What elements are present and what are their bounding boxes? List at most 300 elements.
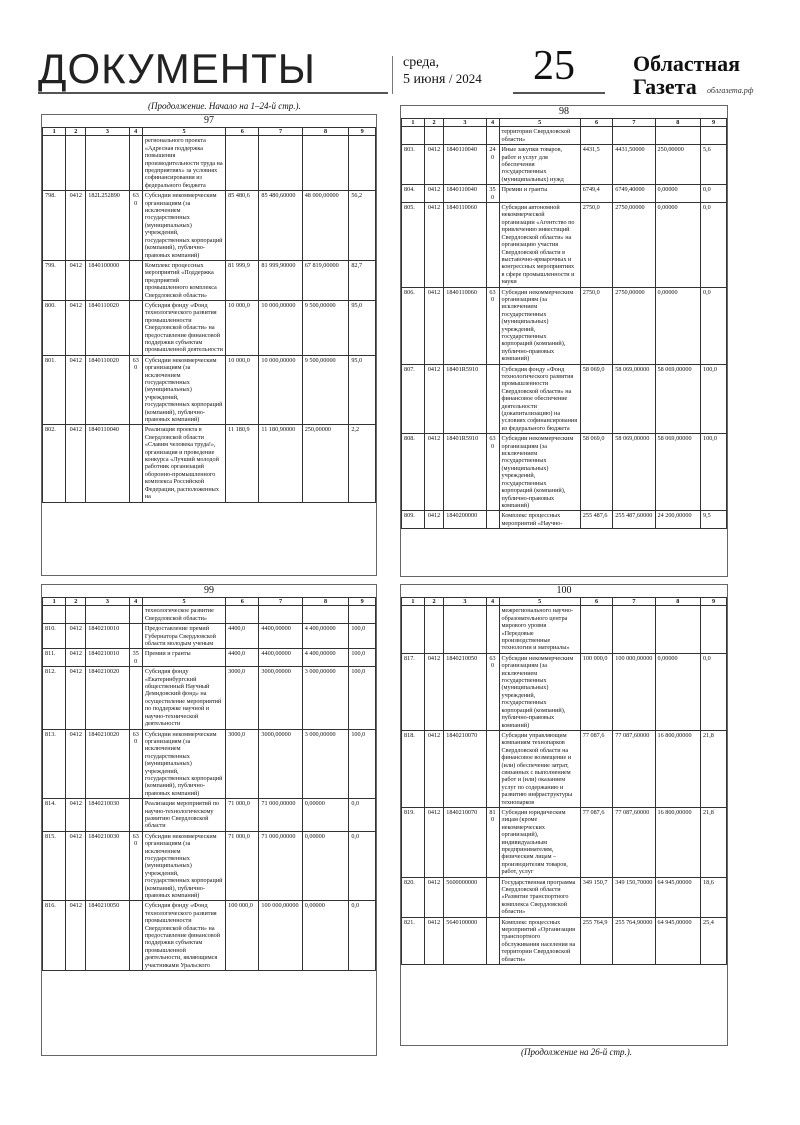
cell-section-code: 0412: [424, 203, 444, 287]
cell-percent-executed: 100,0: [349, 624, 376, 649]
budget-table: [401, 118, 727, 529]
cell-expense-code: [129, 799, 142, 832]
cell-percent-executed: 100,0: [349, 649, 376, 667]
cell-approved-amount: 10 000,00000: [259, 355, 302, 425]
cell-executed-amount: 64 945,00000: [655, 917, 701, 964]
cell-executed-amount: 48 000,00000: [302, 191, 349, 261]
cell-executed-amount: 16 800,00000: [655, 730, 701, 807]
cell-expense-code: 630: [486, 653, 499, 730]
cell-section-code: 0412: [424, 287, 444, 364]
cell-section-code: 0412: [424, 185, 444, 203]
cell-target-code: 1840110040: [86, 425, 129, 502]
cell-approved-amount: 77 087,60000: [613, 807, 655, 877]
cell-percent-executed: 25,4: [701, 917, 727, 964]
column-header: 1: [402, 119, 425, 127]
cell-expense-code: [486, 730, 499, 807]
column-header: 6: [226, 128, 259, 136]
column-header: 7: [259, 598, 302, 606]
cell-percent-executed: 100,0: [349, 667, 376, 729]
cell-row-number: 807.: [402, 364, 425, 434]
table-row: [43, 191, 376, 261]
header-divider: [392, 56, 393, 94]
cell-budget-amount: 77 087,6: [580, 807, 613, 877]
column-header: 2: [424, 119, 444, 127]
cell-section-code: 0412: [424, 917, 444, 964]
table-row: [402, 807, 727, 877]
cell-section-code: [424, 606, 444, 653]
column-header: 5: [499, 119, 580, 127]
cell-row-number: 812.: [43, 667, 66, 729]
cell-target-code: 1840210070: [444, 807, 486, 877]
cell-percent-executed: 0,0: [701, 653, 727, 730]
cell-approved-amount: 100 000,00000: [613, 653, 655, 730]
document-panel-98: [400, 105, 728, 577]
table-row: [43, 649, 376, 667]
cell-row-number: 804.: [402, 185, 425, 203]
cell-percent-executed: 0,0: [701, 203, 727, 287]
cell-row-number: 802.: [43, 425, 66, 502]
column-header: 1: [43, 128, 66, 136]
cell-budget-amount: [226, 136, 259, 191]
cell-executed-amount: 67 819,00000: [302, 260, 349, 300]
document-panel-97: [41, 114, 377, 576]
table-row: [43, 425, 376, 502]
cell-budget-amount: 2750,0: [580, 287, 613, 364]
cell-percent-executed: 82,7: [349, 260, 376, 300]
cell-row-number: 799.: [43, 260, 66, 300]
cell-row-number: 801.: [43, 355, 66, 425]
table-row: [43, 799, 376, 832]
cell-budget-amount: 11 180,9: [226, 425, 259, 502]
page-number: 25: [533, 43, 575, 89]
cell-item-name: Субсидии некоммерческим организациям (за исключением государственных (муниципальных) учреждений, государственных корпораций (компаний), публично-правовых компаний): [142, 729, 225, 799]
cell-executed-amount: 3 000,00000: [302, 729, 349, 799]
cell-approved-amount: 4400,00000: [259, 624, 302, 649]
cell-section-code: 0412: [66, 799, 86, 832]
cell-row-number: 814.: [43, 799, 66, 832]
cell-executed-amount: 64 945,00000: [655, 877, 701, 917]
cell-expense-code: [486, 511, 499, 529]
cell-budget-amount: 77 087,6: [580, 730, 613, 807]
cell-executed-amount: 3 000,00000: [302, 667, 349, 729]
cell-item-name: Реализация мероприятий по научно-технологическому развитию Свердловской области: [142, 799, 225, 832]
cell-expense-code: 630: [129, 831, 142, 901]
newspaper-logo-line1: Областная: [633, 51, 741, 76]
cell-percent-executed: 100,0: [701, 364, 727, 434]
cell-target-code: 5600000000: [444, 877, 486, 917]
cell-item-name: Комплекс процессных мероприятий «Поддержка предприятий промышленного комплекса Свердловской области»: [142, 260, 225, 300]
column-header: 8: [302, 598, 349, 606]
cell-percent-executed: 2,2: [349, 425, 376, 502]
cell-budget-amount: 58 069,0: [580, 434, 613, 511]
cell-approved-amount: 6749,40000: [613, 185, 655, 203]
column-header: 8: [655, 119, 701, 127]
table-row: [402, 185, 727, 203]
cell-row-number: 815.: [43, 831, 66, 901]
cell-row-number: 809.: [402, 511, 425, 529]
cell-target-code: 18401R5910: [444, 434, 486, 511]
cell-section-code: [66, 606, 86, 624]
cell-budget-amount: 255 764,9: [580, 917, 613, 964]
budget-table: [401, 597, 727, 965]
cell-percent-executed: 0,0: [701, 287, 727, 364]
table-row: [43, 831, 376, 901]
cell-item-name: регионального проекта «Адресная поддержка повышения производительности труда на предприятиях» за условиях софинансирования из федерального бюджета: [142, 136, 225, 191]
cell-target-code: [86, 606, 129, 624]
table-row: [402, 606, 727, 653]
cell-item-name: Субсидии некоммерческим организациям (за исключением государственных (муниципальных) учреждений, государственных корпораций (компаний), публично-правовых компаний): [142, 831, 225, 901]
cell-row-number: 817.: [402, 653, 425, 730]
cell-item-name: Субсидия фонду «Фонд технологического развития промышленности Свердловской области» на финансовое обеспечение деятельности (докапитализацию) на условиях софинансирования из федерального бюджета: [499, 364, 580, 434]
column-header: 3: [86, 598, 129, 606]
cell-approved-amount: 11 180,90000: [259, 425, 302, 502]
table-row: [402, 434, 727, 511]
cell-section-code: 0412: [66, 901, 86, 971]
cell-percent-executed: 100,0: [701, 434, 727, 511]
cell-item-name: Предоставление премий Губернатора Свердловской области молодым ученым: [142, 624, 225, 649]
cell-target-code: [86, 136, 129, 191]
cell-executed-amount: [655, 127, 701, 145]
cell-approved-amount: 81 999,90000: [259, 260, 302, 300]
continuation-note-bottom: (Продолжение на 26-й стр.).: [521, 1047, 633, 1057]
cell-section-code: 0412: [424, 653, 444, 730]
cell-expense-code: [129, 425, 142, 502]
cell-target-code: 1840110060: [444, 287, 486, 364]
table-row: [402, 203, 727, 287]
column-header: 4: [129, 598, 142, 606]
cell-approved-amount: 71 000,00000: [259, 831, 302, 901]
cell-percent-executed: 0,0: [701, 185, 727, 203]
issue-date: [403, 55, 482, 88]
cell-target-code: 5640100000: [444, 917, 486, 964]
table-row: [402, 127, 727, 145]
cell-item-name: Иные закупки товаров, работ и услуг для обеспечения государственных (муниципальных) нужд: [499, 145, 580, 185]
cell-expense-code: [129, 300, 142, 355]
cell-budget-amount: 58 069,0: [580, 364, 613, 434]
cell-executed-amount: 58 069,00000: [655, 434, 701, 511]
cell-approved-amount: 58 069,00000: [613, 434, 655, 511]
cell-target-code: 1840210030: [86, 799, 129, 832]
cell-target-code: 1840100000: [86, 260, 129, 300]
cell-percent-executed: 9,5: [701, 511, 727, 529]
cell-expense-code: [129, 624, 142, 649]
budget-table: [42, 597, 376, 971]
cell-section-code: 0412: [424, 511, 444, 529]
cell-section-code: 0412: [66, 667, 86, 729]
cell-approved-amount: 71 000,00000: [259, 799, 302, 832]
table-row: [43, 355, 376, 425]
cell-row-number: 805.: [402, 203, 425, 287]
cell-approved-amount: 10 000,00000: [259, 300, 302, 355]
cell-item-name: Субсидия фонду «Екатеринбургский общественный Научный Демидовский фонд» на осуществление мероприятий по поддержке научной и научно-технической деятельности: [142, 667, 225, 729]
cell-item-name: межрегионального научно-образовательного центра мирового уровня «Передовые производственные технологии и материалы»: [499, 606, 580, 653]
table-row: [402, 917, 727, 964]
cell-item-name: Субсидии некоммерческим организациям (за исключением государственных (муниципальных) учреждений, государственных корпораций (компаний), публично-правовых компаний): [142, 355, 225, 425]
cell-item-name: Субсидии некоммерческим организациям (за исключением государственных (муниципальных) учреждений, государственных корпораций (компаний), публично-правовых компаний): [499, 434, 580, 511]
table-row: [43, 729, 376, 799]
panel-page-number: 97: [204, 115, 214, 126]
cell-target-code: 1840210020: [86, 667, 129, 729]
cell-approved-amount: 2750,00000: [613, 287, 655, 364]
cell-target-code: 1840210050: [444, 653, 486, 730]
column-header: 2: [424, 598, 444, 606]
cell-budget-amount: 10 000,0: [226, 355, 259, 425]
cell-row-number: 820.: [402, 877, 425, 917]
cell-row-number: 819.: [402, 807, 425, 877]
cell-percent-executed: [349, 136, 376, 191]
cell-executed-amount: 0,00000: [302, 799, 349, 832]
continuation-note-top: (Продолжение. Начало на 1–24-й стр.).: [148, 101, 301, 111]
column-header: 1: [43, 598, 66, 606]
cell-expense-code: 350: [129, 649, 142, 667]
panel-page-number: 100: [556, 585, 572, 596]
cell-item-name: Государственная программа Свердловской области «Развитие транспортного комплекса Свердловской области»: [499, 877, 580, 917]
cell-target-code: 1840110020: [86, 355, 129, 425]
cell-section-code: 0412: [66, 624, 86, 649]
cell-executed-amount: 4 400,00000: [302, 624, 349, 649]
cell-expense-code: [486, 606, 499, 653]
cell-executed-amount: 0,00000: [655, 185, 701, 203]
table-row: [43, 624, 376, 649]
cell-expense-code: 350: [486, 185, 499, 203]
cell-budget-amount: 255 487,6: [580, 511, 613, 529]
cell-row-number: [43, 136, 66, 191]
column-header: 7: [259, 128, 302, 136]
cell-item-name: Субсидии некоммерческим организациям (за исключением государственных (муниципальных) учреждений, государственных корпораций (компаний), публично-правовых компаний): [142, 191, 225, 261]
cell-approved-amount: 85 480,60000: [259, 191, 302, 261]
cell-expense-code: 630: [129, 191, 142, 261]
cell-approved-amount: 77 087,60000: [613, 730, 655, 807]
cell-target-code: 1840210050: [86, 901, 129, 971]
cell-section-code: 0412: [66, 355, 86, 425]
cell-row-number: 798.: [43, 191, 66, 261]
cell-percent-executed: 95,0: [349, 355, 376, 425]
cell-expense-code: [486, 364, 499, 434]
column-header: 8: [655, 598, 701, 606]
cell-approved-amount: 58 069,00000: [613, 364, 655, 434]
cell-target-code: 1840210010: [86, 624, 129, 649]
cell-row-number: 813.: [43, 729, 66, 799]
cell-row-number: 816.: [43, 901, 66, 971]
cell-section-code: 0412: [424, 877, 444, 917]
cell-expense-code: [129, 260, 142, 300]
table-row: [402, 511, 727, 529]
issue-day-month: 5 июня: [403, 72, 446, 87]
cell-section-code: 0412: [424, 730, 444, 807]
panel-page-number: 99: [204, 585, 214, 596]
cell-section-code: 0412: [66, 729, 86, 799]
table-row: [43, 606, 376, 624]
column-header: 7: [613, 598, 655, 606]
cell-executed-amount: 0,00000: [302, 901, 349, 971]
cell-row-number: 811.: [43, 649, 66, 667]
newspaper-logo-line2: Газета: [633, 74, 697, 99]
cell-item-name: территории Свердловской области»: [499, 127, 580, 145]
cell-percent-executed: 95,0: [349, 300, 376, 355]
cell-target-code: [444, 606, 486, 653]
cell-executed-amount: [655, 606, 701, 653]
column-header: 9: [349, 598, 376, 606]
cell-executed-amount: 58 069,00000: [655, 364, 701, 434]
cell-budget-amount: 100 000,0: [580, 653, 613, 730]
cell-item-name: Комплекс процессных мероприятий «Научно-: [499, 511, 580, 529]
column-header: 3: [444, 598, 486, 606]
column-header: 5: [499, 598, 580, 606]
cell-budget-amount: [580, 127, 613, 145]
cell-percent-executed: 21,8: [701, 730, 727, 807]
cell-section-code: [424, 127, 444, 145]
cell-percent-executed: 5,6: [701, 145, 727, 185]
panel-page-number: 98: [559, 106, 569, 117]
cell-approved-amount: 4400,00000: [259, 649, 302, 667]
cell-section-code: 0412: [66, 649, 86, 667]
cell-item-name: Субсидия фонду «Фонд технологического развития промышленности Свердловской области» на предоставление финансовой поддержки субъектам промышленной деятельности, являющимся участниками Уральского: [142, 901, 225, 971]
document-panel-100: [400, 584, 728, 1046]
cell-budget-amount: 2750,0: [580, 203, 613, 287]
cell-approved-amount: [613, 127, 655, 145]
cell-percent-executed: [349, 606, 376, 624]
section-title-underline: [38, 92, 388, 94]
table-row: [43, 667, 376, 729]
cell-section-code: 0412: [66, 425, 86, 502]
cell-section-code: 0412: [66, 831, 86, 901]
cell-executed-amount: 250,00000: [655, 145, 701, 185]
cell-executed-amount: 9 500,00000: [302, 300, 349, 355]
cell-item-name: Субсидия автономной некоммерческой организации «Агентство по привлечению инвестиций Свердловской области» на организацию участия Свердловской области в выставочно-ярмарочных и конгрессных мероприятиях в сфере промышленности и науки: [499, 203, 580, 287]
cell-expense-code: 630: [129, 355, 142, 425]
cell-section-code: [66, 136, 86, 191]
table-row: [402, 287, 727, 364]
cell-item-name: Субсидии некоммерческим организациям (за исключением государственных (муниципальных) учреждений, государственных корпораций (компаний), публично-правовых компаний): [499, 287, 580, 364]
cell-budget-amount: 10 000,0: [226, 300, 259, 355]
cell-item-name: Субсидии юридическим лицам (кроме некоммерческих организаций), индивидуальным предпринимателям, физическим лицам – производителям товаров, работ, услуг: [499, 807, 580, 877]
section-title: ДОКУМЕНТЫ: [38, 45, 316, 92]
cell-item-name: технологическое развитие Свердловской области»: [142, 606, 225, 624]
cell-section-code: 0412: [66, 300, 86, 355]
cell-budget-amount: 3000,0: [226, 667, 259, 729]
cell-row-number: [402, 127, 425, 145]
issue-year: / 2024: [448, 71, 482, 86]
column-header: 4: [486, 119, 499, 127]
cell-approved-amount: 4431,50000: [613, 145, 655, 185]
issue-weekday: среда,: [403, 55, 440, 70]
table-row: [402, 877, 727, 917]
cell-budget-amount: [580, 606, 613, 653]
page-number-underline: [513, 92, 605, 94]
column-header: 2: [66, 128, 86, 136]
cell-executed-amount: [302, 136, 349, 191]
column-header: 4: [129, 128, 142, 136]
table-row: [402, 145, 727, 185]
column-header: 7: [613, 119, 655, 127]
cell-item-name: Премии и гранты: [142, 649, 225, 667]
cell-row-number: 808.: [402, 434, 425, 511]
cell-expense-code: 630: [129, 729, 142, 799]
cell-target-code: 1840210030: [86, 831, 129, 901]
cell-section-code: 0412: [424, 434, 444, 511]
cell-executed-amount: 0,00000: [655, 287, 701, 364]
budget-table: [42, 127, 376, 503]
cell-executed-amount: 0,00000: [302, 831, 349, 901]
table-row: [43, 136, 376, 191]
cell-executed-amount: 9 500,00000: [302, 355, 349, 425]
cell-approved-amount: [259, 606, 302, 624]
cell-budget-amount: 6749,4: [580, 185, 613, 203]
cell-executed-amount: 24 200,00000: [655, 511, 701, 529]
cell-percent-executed: 100,0: [349, 729, 376, 799]
column-header: 9: [701, 119, 727, 127]
column-header: 3: [86, 128, 129, 136]
cell-row-number: 821.: [402, 917, 425, 964]
cell-row-number: 803.: [402, 145, 425, 185]
cell-percent-executed: 0,0: [349, 799, 376, 832]
cell-section-code: 0412: [424, 807, 444, 877]
cell-expense-code: 240: [486, 145, 499, 185]
cell-budget-amount: 71 000,0: [226, 799, 259, 832]
column-header: 8: [302, 128, 349, 136]
cell-row-number: 806.: [402, 287, 425, 364]
column-header: 6: [580, 119, 613, 127]
cell-executed-amount: 250,00000: [302, 425, 349, 502]
cell-expense-code: 630: [486, 287, 499, 364]
cell-row-number: [402, 606, 425, 653]
cell-approved-amount: 3000,00000: [259, 667, 302, 729]
cell-target-code: 1840110060: [444, 203, 486, 287]
cell-budget-amount: 4400,0: [226, 624, 259, 649]
cell-section-code: 0412: [424, 364, 444, 434]
cell-target-code: 1840210070: [444, 730, 486, 807]
column-header: 4: [486, 598, 499, 606]
cell-item-name: Субсидии некоммерческим организациям (за исключением государственных (муниципальных) учреждений, государственных корпораций (компаний), публично-правовых компаний): [499, 653, 580, 730]
table-row: [402, 730, 727, 807]
cell-budget-amount: 4431,5: [580, 145, 613, 185]
table-row: [402, 653, 727, 730]
cell-target-code: [444, 127, 486, 145]
column-header: 6: [226, 598, 259, 606]
cell-percent-executed: 18,6: [701, 877, 727, 917]
cell-approved-amount: [613, 606, 655, 653]
cell-expense-code: [129, 136, 142, 191]
cell-target-code: 182L252890: [86, 191, 129, 261]
cell-section-code: 0412: [424, 145, 444, 185]
cell-executed-amount: [302, 606, 349, 624]
cell-item-name: Субсидии управляющим компаниям технопарков Свердловской области на финансовое возмещение и (или) обеспечение затрат, связанных с выполнением работ и (или) оказанием услуг по содержанию и развитию инфраструктуры технопарков: [499, 730, 580, 807]
column-header: 5: [142, 128, 225, 136]
cell-percent-executed: [701, 127, 727, 145]
column-header: 6: [580, 598, 613, 606]
table-header-row: [402, 119, 727, 127]
column-header: 9: [701, 598, 727, 606]
cell-item-name: Премии и гранты: [499, 185, 580, 203]
table-row: [402, 364, 727, 434]
cell-row-number: [43, 606, 66, 624]
table-header-row: [43, 128, 376, 136]
cell-target-code: 1840210010: [86, 649, 129, 667]
newspaper-site: облгазета.рф: [707, 86, 754, 95]
cell-percent-executed: 0,0: [349, 901, 376, 971]
cell-budget-amount: 3000,0: [226, 729, 259, 799]
table-row: [43, 901, 376, 971]
column-header: 3: [444, 119, 486, 127]
table-header-row: [402, 598, 727, 606]
cell-section-code: 0412: [66, 260, 86, 300]
cell-percent-executed: 0,0: [349, 831, 376, 901]
cell-budget-amount: 100 000,0: [226, 901, 259, 971]
cell-item-name: Субсидия фонду «Фонд технологического развития промышленности Свердловской области» на предоставление финансовой поддержки субъектам промышленной деятельности: [142, 300, 225, 355]
cell-expense-code: [486, 127, 499, 145]
cell-target-code: 1840210020: [86, 729, 129, 799]
cell-target-code: 1840200000: [444, 511, 486, 529]
